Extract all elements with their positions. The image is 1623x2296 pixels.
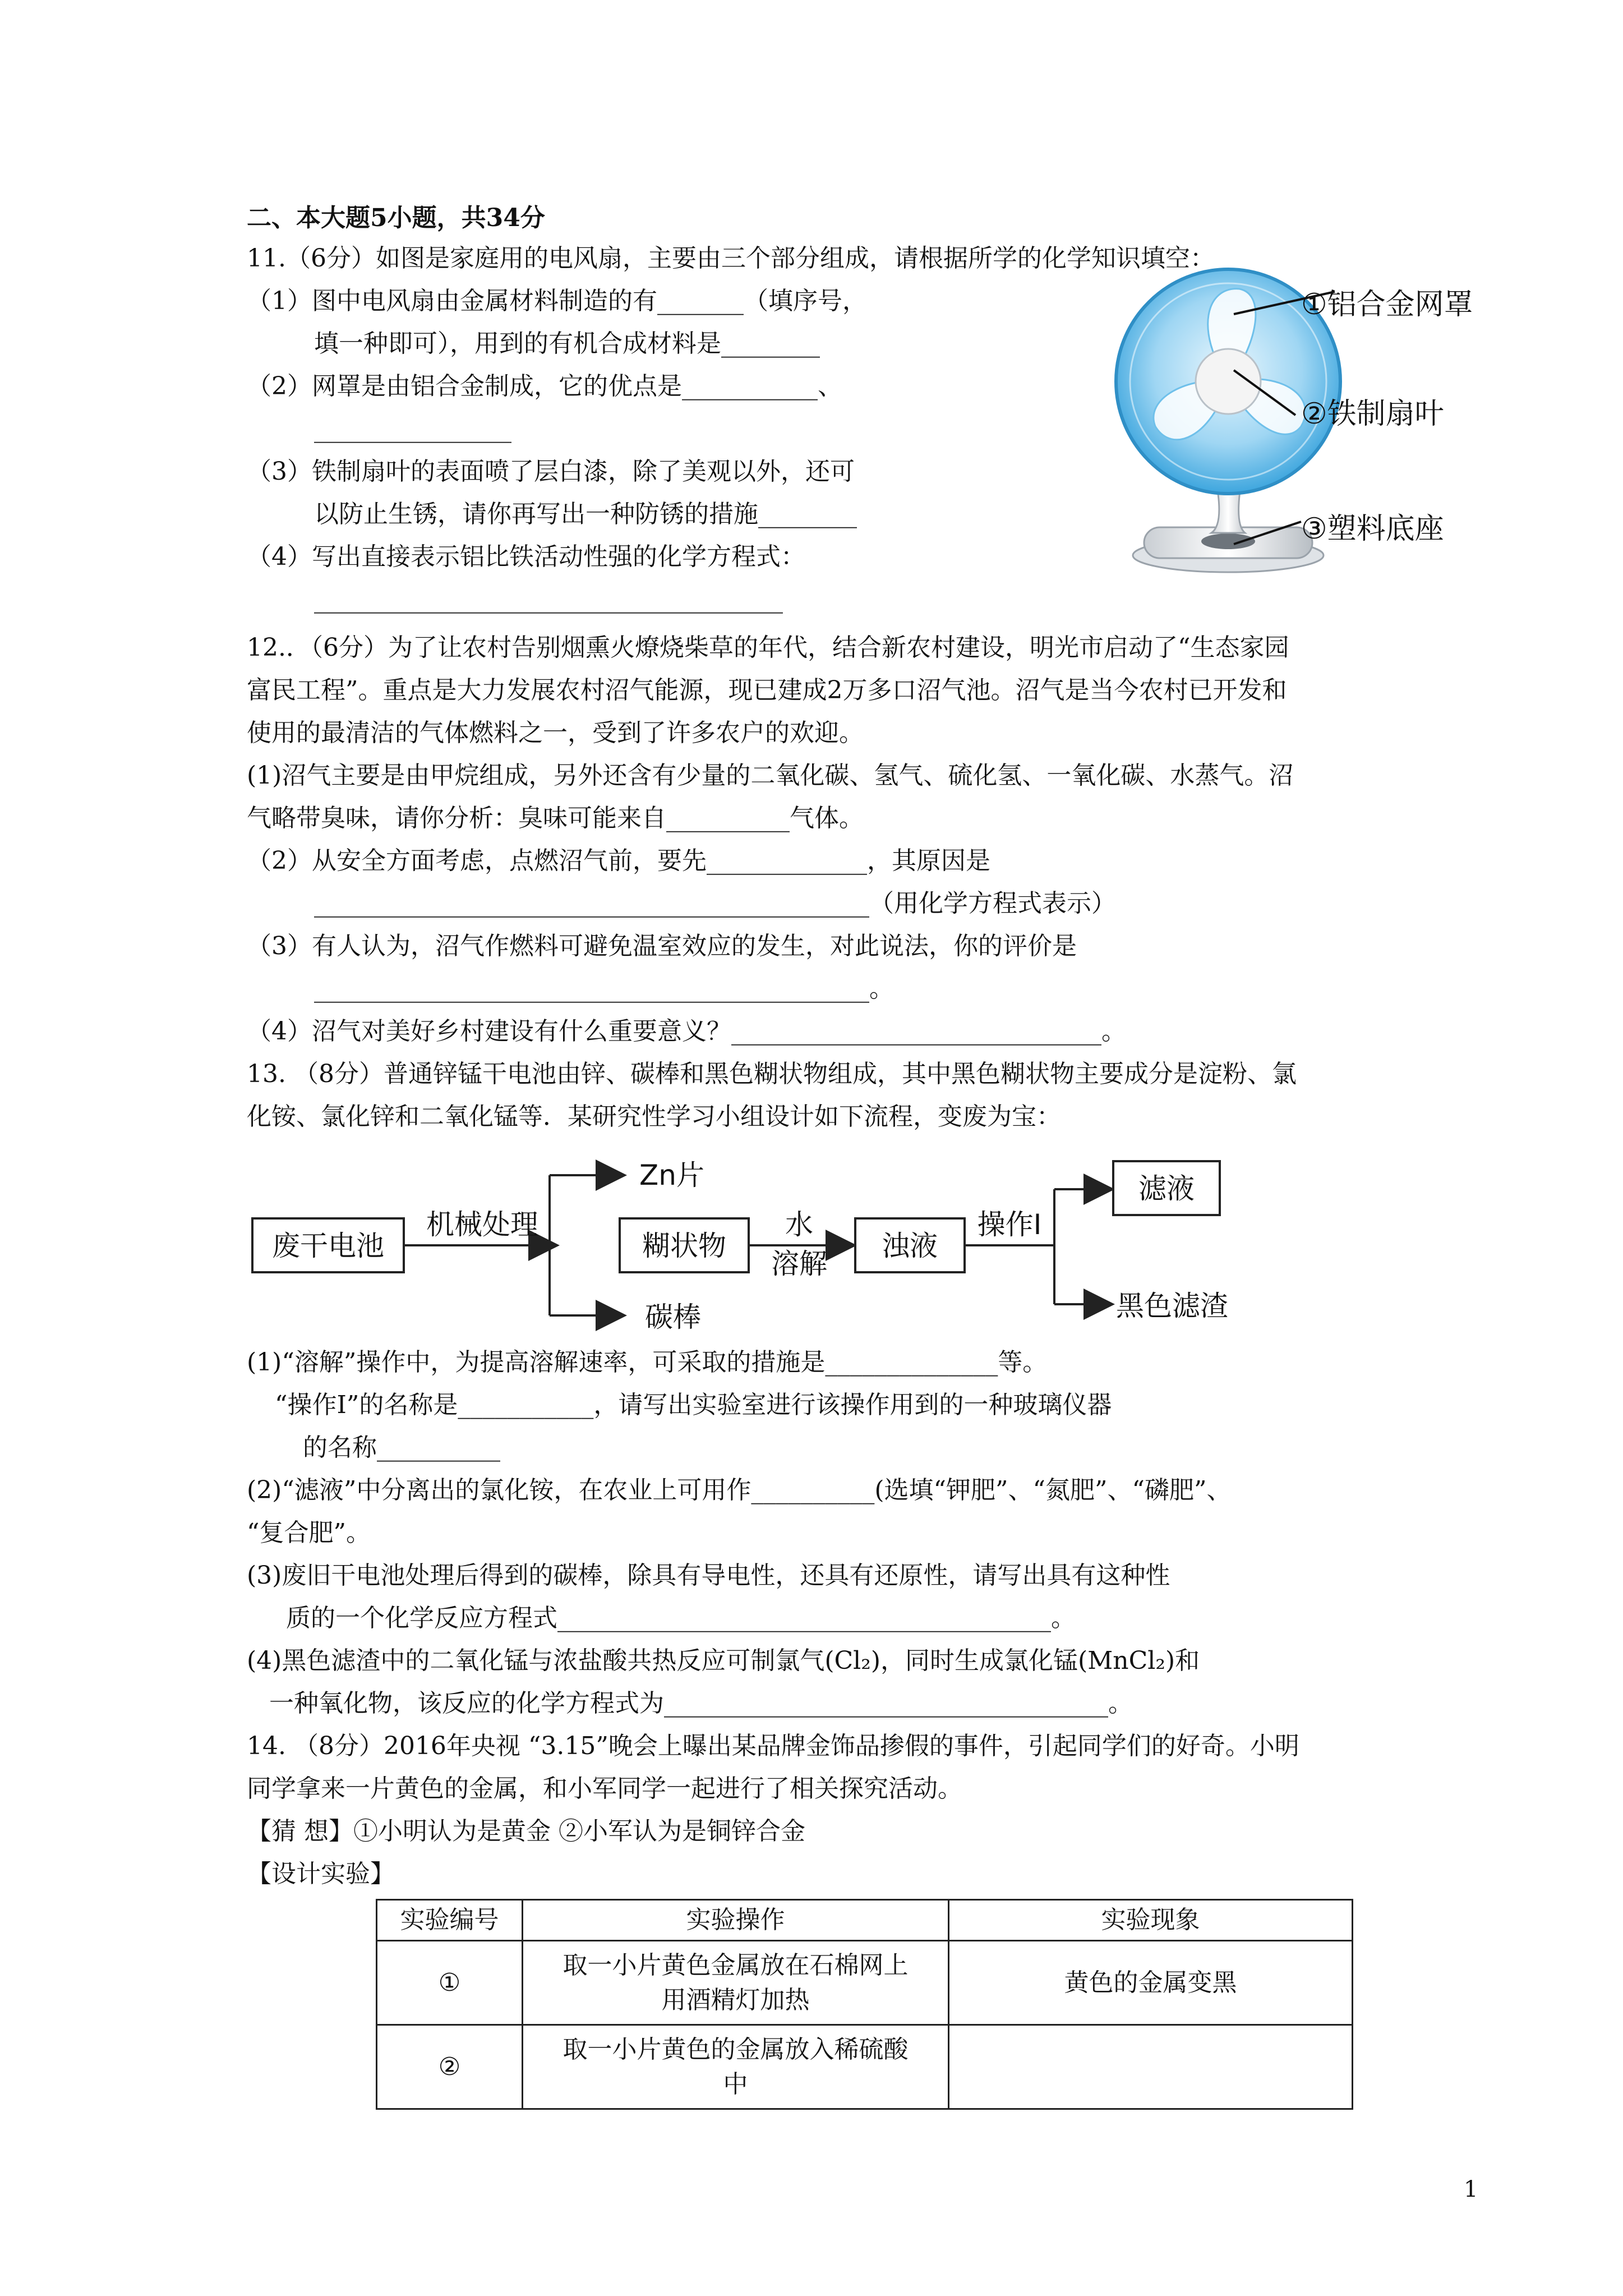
q11-part2-line2: ________________ [314,415,511,443]
q13-sub1c: 的名称__________ [303,1433,500,1462]
fan-label-iron-blade: ②铁制扇叶 [1301,397,1444,431]
flow-text-paste: 糊状物 [642,1230,726,1262]
q12-line4: (1)沼气主要是由甲烷组成，另外还含有少量的二氧化碳、氢气、硫化氢、一氧化碳、水蒸气。沼 [247,761,1294,790]
q11-part4-line2: ______________________________________ [314,585,783,614]
q13-line1: 13. （8分）普通锌锰干电池由锌、碳棒和黑色糊状物组成，其中黑色糊状物主要成分是淀粉、氯 [247,1060,1297,1088]
q13-line2: 化铵、氯化锌和二氧化锰等．某研究性学习小组设计如下流程，变废为宝： [247,1102,1061,1131]
table-cell-number: ② [377,2025,523,2109]
operation-line: 用酒精灯加热 [661,1985,810,2014]
q11-part3-line2: 以防止生锈，请你再写出一种防锈的措施________ [314,500,857,528]
battery-recycling-flowchart [247,1156,1256,1335]
table-header-number: 实验编号 [377,1900,523,1941]
table-cell-operation [523,1941,949,2025]
q13-sub4: (4)黑色滤渣中的二氧化锰与浓盐酸共热反应可制氯气(Cl₂)，同时生成氯化锰(MnCl₂)和 [247,1646,1200,1675]
table-header-row [377,1900,1353,1941]
q13-sub4b: 一种氧化物，该反应的化学方程式为____________________________________。 [269,1689,1133,1718]
page-number: 1 [1464,2177,1478,2202]
q11-part3-line1: （3）铁制扇叶的表面喷了层白漆，除了美观以外，还可 [247,457,855,486]
q11-part1-line1: （1）图中电风扇由金属材料制造的有_______（填序号， [247,287,867,315]
q12-line3: 使用的最清洁的气体燃料之一，受到了许多农户的欢迎。 [247,719,864,747]
operation-line: 中 [723,2069,748,2099]
flow-text-water: 水 [785,1208,813,1241]
table-cell-number: ① [377,1941,523,2025]
q13-sub1b: “操作Ⅰ”的名称是___________，请写出实验室进行该操作用到的一种玻璃仪器 [275,1391,1112,1419]
section-title: 二、本大题5小题，共34分 [247,204,545,232]
flow-text-waste-battery: 废干电池 [272,1230,384,1262]
flow-text-turbid: 浊液 [882,1230,938,1262]
q13-sub3: (3)废旧干电池处理后得到的碳棒，除具有导电性，还具有还原性，请写出具有这种性 [247,1561,1170,1590]
operation-line: 取一小片黄色的金属放入稀硫酸 [562,2035,909,2064]
q14-line1: 14. （8分）2016年央视 “3.15”晚会上曝出某品牌金饰品掺假的事件，引起同学们的好奇。小明 [247,1732,1299,1760]
fan-label-aluminum-cage: ①铝合金网罩 [1301,288,1473,321]
q14-design-heading: 【设计实验】 [247,1860,395,1888]
q11-part2-line1: （2）网罩是由铝合金制成，它的优点是___________、 [247,372,842,401]
flow-text-zn: Zn片 [639,1159,704,1191]
q12-line5: 气略带臭味，请你分析：臭味可能来自__________气体。 [247,804,864,832]
q11-stem: 11.（6分）如图是家庭用的电风扇，主要由三个部分组成，请根据所学的化学知识填空： [247,244,1215,273]
table-header-phenomenon: 实验现象 [949,1900,1353,1941]
q13-sub1: (1)“溶解”操作中，为提高溶解速率，可采取的措施是______________等。 [247,1348,1048,1377]
flow-text-residue: 黑色滤渣 [1116,1290,1228,1322]
flow-text-filtrate: 滤液 [1138,1172,1195,1205]
q12-line7: _____________________________________________（用化学方程式表示） [314,889,1116,918]
q13-sub3b: 质的一个化学反应方程式________________________________________。 [286,1604,1076,1632]
q12-line10: （4）沼气对美好乡村建设有什么重要意义？______________________________。 [247,1017,1126,1046]
table-cell-phenomenon: 黄色的金属变黑 [949,1941,1353,2025]
q12-line6: （2）从安全方面考虑，点燃沼气前，要先_____________，其原因是 [247,846,990,875]
experiment-table [376,1899,1353,2110]
table-row [377,1941,1353,2025]
q14-hypothesis: 【猜 想】①小明认为是黄金 ②小军认为是铜锌合金 [247,1817,805,1846]
q12-line1: 12.．（6分）为了让农村告别烟熏火燎烧柴草的年代，结合新农村建设，明光市启动了“生态家园 [247,633,1289,662]
table-cell-phenomenon [949,2025,1353,2109]
flow-text-carbon-rod: 碳棒 [645,1301,701,1333]
q12-line9: _____________________________________________。 [314,974,894,1003]
q12-line2: 富民工程”。重点是大力发展农村沼气能源，现已建成2万多口沼气池。沼气是当今农村已开发和 [247,676,1287,705]
flow-text-mechanical: 机械处理 [426,1208,538,1241]
fan-label-plastic-base: ③塑料底座 [1301,512,1444,546]
table-header-operation: 实验操作 [523,1900,949,1941]
table-cell-operation [523,2025,949,2109]
flow-text-operation: 操作Ⅰ [977,1208,1042,1241]
q13-sub2b: “复合肥”。 [247,1519,371,1547]
table-row [377,2025,1353,2109]
q11-part1-line2: 填一种即可），用到的有机合成材料是________ [314,329,820,358]
q12-line8: （3）有人认为，沼气作燃料可避免温室效应的发生，对此说法，你的评价是 [247,932,1077,960]
q14-line2: 同学拿来一片黄色的金属，和小军同学一起进行了相关探究活动。 [247,1774,962,1803]
flow-text-dissolve: 溶解 [771,1248,827,1280]
q13-sub2: (2)“滤液”中分离出的氯化铵，在农业上可用作__________(选填“钾肥”、“氮肥”、“磷肥”、 [247,1476,1232,1504]
q11-part4-line1: （4）写出直接表示铝比铁活动性强的化学方程式： [247,542,805,571]
operation-line: 取一小片黄色金属放在石棉网上 [562,1950,909,1980]
